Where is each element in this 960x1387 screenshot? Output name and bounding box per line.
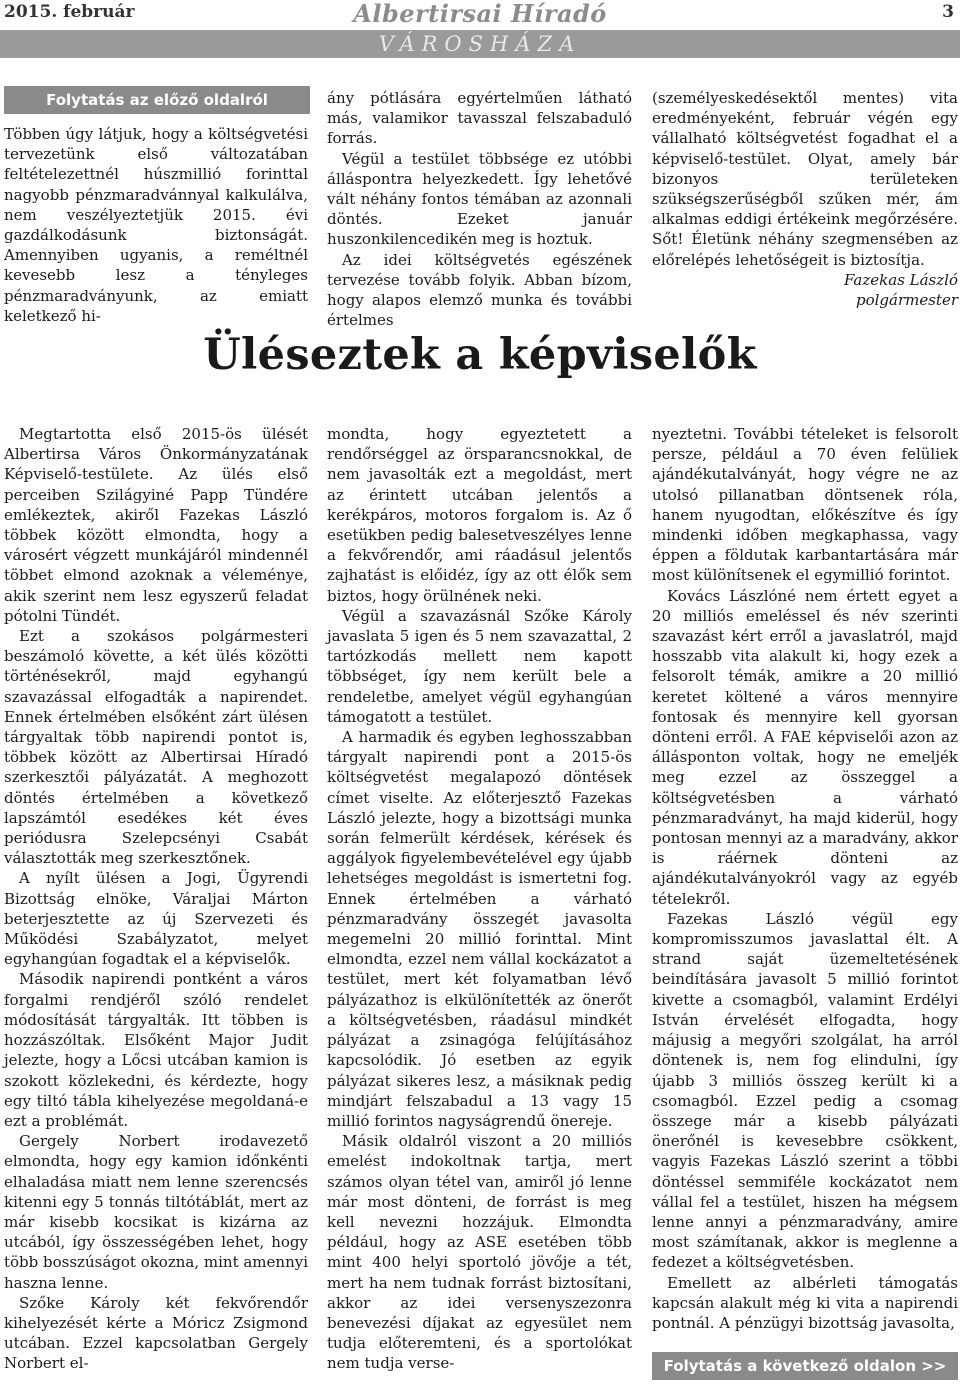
newspaper-title: Albertirsai Híradó bbox=[353, 0, 607, 28]
top-column-3 bbox=[652, 88, 958, 310]
paragraph: Végül a testület többsége ez utóbbi álláspontra helyezkedett. Így lehetővé vált néhány fontos témában az azonnali döntés. Ezeket január huszonkilencedikén meg is hoztuk. bbox=[327, 149, 632, 249]
paragraph: A harmadik és egyben leghosszabban tárgyalt napirendi pont a 2015-ös költségvetést megalapozó döntések címet viselte. Az előterjesztő Fazekas László jelezte, hogy a bizottsági munka során felmerült kérdések, kérések és aggályok figyelembevételével egy újabb lehetséges megoldást is ismertetni fog. Ennek értelmében a várható pénzmaradvány összegét javasolta megemelni 20 millió forinttal. Mint elmondta, ezzel nem vállal kockázatot a testület, mert két folyamatban lévő pályázathoz is elkülönítették az önerőt a költségvetésben, ráadásul mindkét pályázat a zsinagóga felújításához kapcsolódik. Jó esetben az egyik pályázat sikeres lesz, a másiknak pedig mindjárt felszabadul a 13 vagy 15 millió forintos nagyságrendű önereje. bbox=[327, 728, 632, 1130]
paragraph: Ezt a szokásos polgármesteri beszámoló követte, a két ülés közötti történésekről, majd egyhangú szavazással elfogadták a napirendet. Ennek értelmében elsőként zárt ülésen tárgyaltak több napirendi pontot is, többek között az Albertirsai Híradó szerkesztői pályázatát. A meghozott döntés értelmében a következő lapszámtól esedékes két éves periódusra Szelepcsényi Csabát választották meg szerkesztőnek. bbox=[4, 627, 308, 868]
signature-title: polgármester bbox=[855, 291, 958, 310]
paragraph: A nyílt ülésen a Jogi, Ügyrendi Bizottság elnöke, Váraljai Márton beterjesztette az új Szervezeti és Működési Szabályzatot, melyet egyhangúan fogadtak el a képviselők. bbox=[4, 869, 308, 969]
page-header bbox=[0, 0, 960, 28]
signature-name: Fazekas László bbox=[844, 270, 958, 289]
paragraph: Az idei költségvetés egészének tervezése tovább folyik. Abban bízom, hogy alapos elemző munka és további értelmes bbox=[327, 250, 632, 330]
paragraph: Fazekas László végül egy kompromisszumos javaslattal élt. A strand saját üzemeltetésének beindítására javasolt 5 millió forintot kivette a csomagból, valamint Erdélyi István érvelését elfogadta, hogy májusig a megyőri szolgálat, ha arról döntenek is, nem fog elindulni, így újabb 3 milliós összeg került ki a csomagból. Ezzel pedig a csomag összege már a kisebb pályázati önerőnél is kevesebbre csökkent, vagyis Fazekas László szerint a többi döntéssel semmiféle kockázatot nem vállal fel a testület, hiszen ha mégsem lenne annyi a pénzmaradvány, amire most számítanak, akkor is meglenne a fedezet a költségvetésben. bbox=[652, 909, 958, 1272]
top-column-1 bbox=[4, 124, 308, 326]
page-number: 3 bbox=[942, 2, 954, 22]
paragraph: mondta, hogy egyeztetett a rendőrséggel az örsparancsnokkal, de nem javasolták ezt a megoldást, mert az érintett utcában jelentős a kerékpáros, motoros forgalom is. Az ő esetükben pedig balesetveszélyes lenne a fekvőrendőr, ami ráadásul jelentős zajhatást is előidéz, így az ott élők sem biztos, hogy örülnének neki. bbox=[327, 425, 632, 605]
paragraph: Gergely Norbert irodavezető elmondta, hogy egy kamion időnkénti elhaladása miatt nem lenne szerencsés kitenni egy 5 tonnás tiltótáblát, mert az már kisebb kocsikat is kizárna az utcából, így összességében lehet, hogy több bosszúságot okozna, mint amennyi haszna lenne. bbox=[4, 1132, 308, 1292]
paragraph: Második napirendi pontként a város forgalmi rendjéről szóló rendelet módosítását tárgyalták. Itt többen is hozzászóltak. Elsőként Major Judit jelezte, hogy a Lőcsi utcában kamion is szokott közlekedni, és kérdezte, hogy egy tiltó tábla kihelyezése megoldaná-e ezt a problémát. bbox=[4, 970, 308, 1130]
continued-next-page-link[interactable]: Folytatás a következő oldalon >> bbox=[652, 1352, 958, 1380]
top-column-2 bbox=[327, 88, 632, 330]
paragraph: ány pótlására egyértelműen látható más, valamikor tavasszal felszabaduló forrás. bbox=[327, 89, 632, 148]
paragraph: Emellett az albérleti támogatás kapcsán alakult még ki vita a napirendi pontnál. A pénzügyi bizottság javasolta, bbox=[652, 1273, 958, 1332]
paragraph: Szőke Károly két fekvőrendőr kihelyezését kérte a Móricz Zsigmond utcában. Ezzel kapcsolatban Gergely Norbert el- bbox=[4, 1293, 308, 1373]
article-column-1 bbox=[4, 424, 308, 1374]
issue-date: 2015. február bbox=[4, 2, 135, 22]
paragraph: Kovács Lászlóné nem értett egyet a 20 milliós emeléssel és név szerinti szavazást kért erről a javaslatról, majd hosszabb vita alakult ki, hogy ezek a felsorolt témák, amikre a 20 millió keretet költené a város mennyire fontosak és mennyire kell gyorsan dönteni erről. A FAE képviselői azon az állásponton voltak, hogy ne emeljék meg ezzel az összeggel a költségvetésben a várható pénzmaradványt, ha majd kiderül, hogy pontosan mennyi az a maradvány, akkor is ráérnek dönteni az ajándékutalványokról vagy az egyéb tételekről. bbox=[652, 586, 958, 908]
paragraph: Megtartotta első 2015-ös ülését Albertirsa Város Önkormányzatának Képviselő-testülete. Az ülés első perceiben Szilágyiné Papp Tündére emlékeztek, akiről Fazekas László többek között elmondta, hogy a városért végzett munkájáról mindennél többet elmond azoknak a véleménye, akik szerint nem lesz egyszerű feladat pótolni Tündét. bbox=[4, 425, 308, 625]
paragraph: Végül a szavazásnál Szőke Károly javaslata 5 igen és 5 nem szavazattal, 2 tartózkodás mellett nem kapott többséget, így nem került bele a rendeletbe, amelyet végül egyhangúan támogatott a testület. bbox=[327, 606, 632, 726]
paragraph: (személyeskedésektől mentes) vita eredményeként, február végén egy vállalható költségvetést fogadhat el a képviselő-testület. Olyat, amely bár bizonyos területeken szükségszerűségből szűken mér, ám alkalmas eddigi értékeink megőrzésére. Sőt! Életünk néhány szegmensében az előrelépés lehetőségeit is biztosítja. bbox=[652, 89, 958, 269]
article-column-2 bbox=[327, 424, 632, 1374]
section-title: VÁROSHÁZA bbox=[378, 32, 582, 56]
section-band bbox=[0, 30, 960, 58]
article-column-3 bbox=[652, 424, 958, 1333]
paragraph: Másik oldalról viszont a 20 milliós emelést indokoltnak tartja, mert számos olyan tétel van, amiről jó lenne már most dönteni, de forrást is meg kell nevezni hozzájuk. Elmondta például, hogy az ASE esetében több mint 400 helyi sportoló jövője a tét, mert ha nem tudnak forrást biztosítani, akkor az idei versenyszezonra benevezési díjakat az egyesület nem tudja előteremteni, és a sportolókat nem tudja verse- bbox=[327, 1132, 632, 1373]
continued-from-label: Folytatás az előző oldalról bbox=[4, 86, 310, 114]
paragraph: Többen úgy látjuk, hogy a költségvetési tervezetünk első változatában feltételezettnél húszmillió forinttal nagyobb pénzmaradvánnyal kalkulálva, nem veszélyeztetjük 2015. évi gazdálkodásunk biztonságát. Amennyiben ugyanis, a reméltnél kevesebb lesz a tényleges pénzmaradványunk, az emiatt keletkező hi- bbox=[4, 125, 308, 325]
paragraph: nyeztetni. További tételeket is felsorolt persze, például a 70 éven felüliek ajándékutalványát, hogy végre ne az utolsó pillanatban döntsenek róla, hanem nyugodtan, előkészítve és így mindenki időben megkaphassa, vagy éppen a földutak karbantartására már most különítsenek el egymillió forintot. bbox=[652, 425, 958, 585]
article-headline: Üléseztek a képviselők bbox=[203, 330, 757, 380]
